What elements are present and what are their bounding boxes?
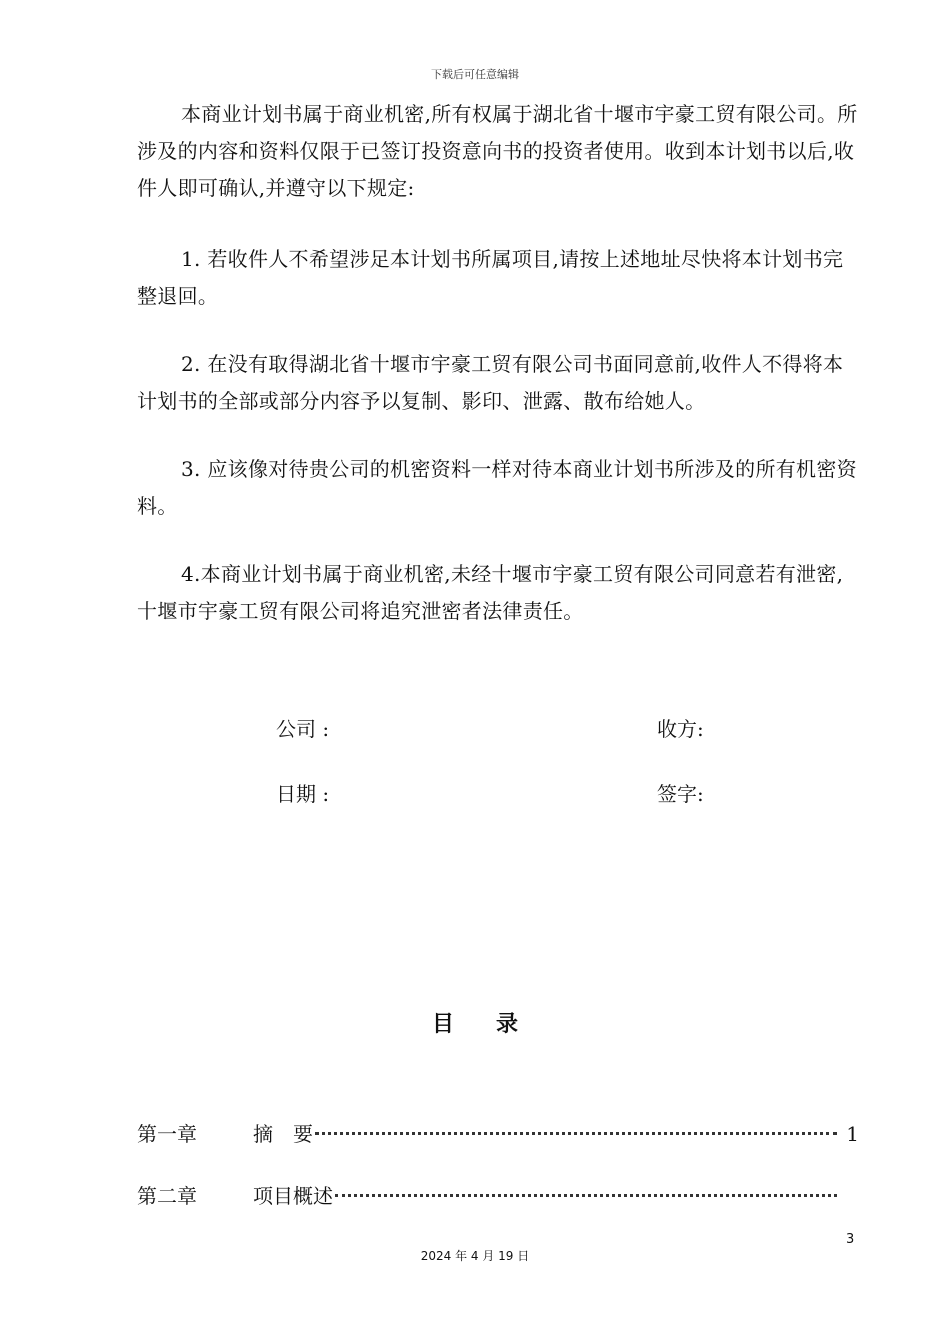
date-label: 日期 : xyxy=(276,782,330,806)
rule-paragraph-1: 1. 若收件人不希望涉足本计划书所属项目,请按上述地址尽快将本计划书完整退回。 xyxy=(137,247,844,308)
signature-label: 签字: xyxy=(657,782,704,806)
rule-paragraph-2: 2. 在没有取得湖北省十堰市宇豪工贸有限公司书面同意前,收件人不得将本计划书的全部或部分内容予以复制、影印、泄露、散布给她人。 xyxy=(137,352,844,413)
page-number: 3 xyxy=(846,1232,855,1247)
toc-entry-name: 项目概述 xyxy=(253,1184,333,1208)
footer-date: 2024 年 4 月 19 日 xyxy=(420,1249,530,1263)
toc-title: 目录 xyxy=(431,1011,560,1037)
toc-entry[interactable] xyxy=(137,1118,859,1150)
toc-leader-dots xyxy=(335,1194,837,1197)
rule-paragraph-3: 3. 应该像对待贵公司的机密资料一样对待本商业计划书所涉及的所有机密资料。 xyxy=(137,457,857,518)
toc-leader-dots xyxy=(315,1132,837,1135)
recipient-label: 收方: xyxy=(657,717,704,741)
company-label: 公司 : xyxy=(276,717,330,741)
toc-entry[interactable] xyxy=(137,1180,859,1212)
toc-page-number: 1 xyxy=(846,1122,859,1146)
toc-entry-name: 摘 要 xyxy=(253,1122,313,1146)
rule-paragraph-4: 4.本商业计划书属于商业机密,未经十堰市宇豪工贸有限公司同意若有泄密,十堰市宇豪工贸有限公司将追究泄密者法律责任。 xyxy=(137,562,844,623)
toc-chapter: 第一章 xyxy=(137,1122,197,1146)
intro-paragraph: 本商业计划书属于商业机密,所有权属于湖北省十堰市宇豪工贸有限公司。所涉及的内容和资料仅限于已签订投资意向书的投资者使用。收到本计划书以后,收件人即可确认,并遵守以下规定: xyxy=(137,102,858,200)
toc-chapter: 第二章 xyxy=(137,1184,197,1208)
header-note: 下载后可任意编辑 xyxy=(431,68,519,81)
